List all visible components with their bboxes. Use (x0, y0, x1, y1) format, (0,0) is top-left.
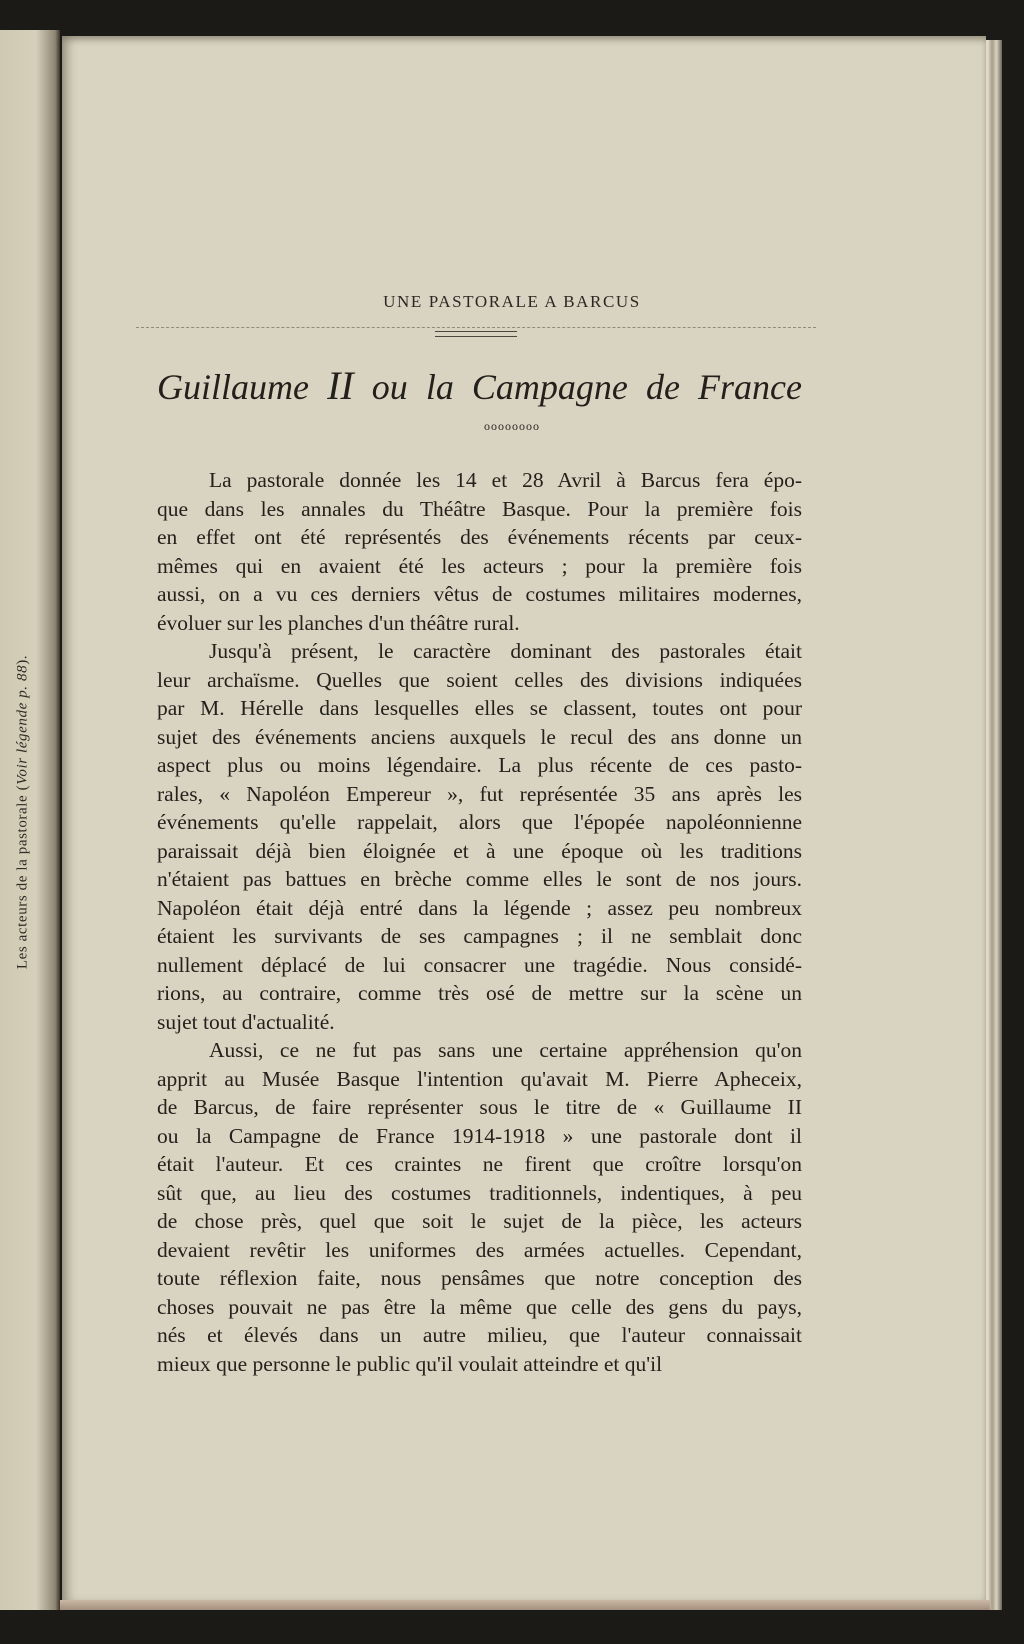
article-body (157, 466, 802, 1378)
text-line: rales, « Napoléon Empereur », fut représentée 35 ans après les (157, 781, 802, 806)
caption-text: Les acteurs de la pastorale ( (14, 784, 31, 970)
double-rule (435, 331, 517, 337)
title-part1: Guillaume (157, 367, 328, 407)
text-line: nullement déplacé de lui consacrer une tragédie. Nous considé- (157, 952, 802, 977)
text-line: de chose près, quel que soit le sujet de la pièce, les acteurs (157, 1209, 802, 1233)
text-line: devaient revêtir les uniformes des armées actuelles. Cependant, (157, 1237, 802, 1262)
text-line: aspect plus ou moins légendaire. La plus récente de ces pasto- (157, 753, 802, 777)
side-caption (15, 655, 32, 969)
text-line: de Barcus, de faire représenter sous le titre de « Guillaume II (157, 1095, 802, 1119)
page-bottom-edge (60, 1600, 990, 1610)
title-numeral: II (327, 363, 354, 408)
running-head: UNE PASTORALE A BARCUS (383, 292, 641, 311)
article-title (157, 362, 802, 409)
text-line: Jusqu'à présent, le caractère dominant des pastorales était (209, 639, 802, 663)
caption-reference: Voir légende p. 88 (14, 664, 31, 785)
text-line: Napoléon était déjà entré dans la légende ; assez peu nombreux (157, 895, 802, 920)
text-line: rions, au contraire, comme très osé de mettre sur la scène un (157, 981, 802, 1005)
text-line: apprit au Musée Basque l'intention qu'avait M. Pierre Apheceix, (157, 1066, 802, 1091)
text-line: ou la Campagne de France 1914-1918 » une pastorale dont il (157, 1123, 802, 1148)
text-line: mieux que personne le public qu'il voulait atteindre et qu'il (157, 1351, 663, 1376)
dashed-rule (136, 327, 816, 328)
text-line: mêmes qui en avaient été les acteurs ; pour la première fois (157, 553, 802, 578)
caption-end: ). (14, 654, 31, 665)
text-line: en effet ont été représentés des événements récents par ceux- (157, 525, 802, 549)
text-line: toute réflexion faite, nous pensâmes que notre conception des (157, 1266, 802, 1290)
ornament: oooooooo (484, 419, 540, 433)
text-line: paraissait déjà bien éloignée et à une époque où les traditions (157, 838, 802, 863)
text-line: événements qu'elle rappelait, alors que l'épopée napoléonnienne (157, 810, 802, 834)
text-line: par M. Hérelle dans lesquelles elles se classent, toutes ont pour (157, 696, 802, 720)
text-line: leur archaïsme. Quelles que soient celles des divisions indiquées (157, 667, 802, 692)
text-line: que dans les annales du Théâtre Basque. Pour la première fois (157, 496, 802, 521)
text-line: évoluer sur les planches d'un théâtre rural. (157, 610, 520, 635)
text-line: nés et élevés dans un autre milieu, que l'auteur connaissait (157, 1323, 802, 1347)
title-part2: ou la Campagne de France (353, 367, 802, 407)
text-line: La pastorale donnée les 14 et 28 Avril à Barcus fera épo- (209, 468, 802, 492)
text-line: sujet tout d'actualité. (157, 1009, 335, 1034)
text-line: n'étaient pas battues en brèche comme elles le sont de nos jours. (157, 867, 802, 891)
text-line: étaient les survivants de ses campagnes ; il ne semblait donc (157, 924, 802, 948)
text-line: choses pouvait ne pas être la même que celle des gens du pays, (157, 1294, 802, 1319)
text-line: aussi, on a vu ces derniers vêtus de costumes militaires modernes, (157, 582, 802, 606)
text-line: sujet des événements anciens auxquels le recul des ans donne un (157, 724, 802, 749)
text-line: sût que, au lieu des costumes traditionnels, indentiques, à peu (157, 1180, 802, 1205)
text-line: Aussi, ce ne fut pas sans une certaine appréhension qu'on (209, 1038, 802, 1062)
text-line: était l'auteur. Et ces craintes ne firent que croître lorsqu'on (157, 1152, 802, 1176)
